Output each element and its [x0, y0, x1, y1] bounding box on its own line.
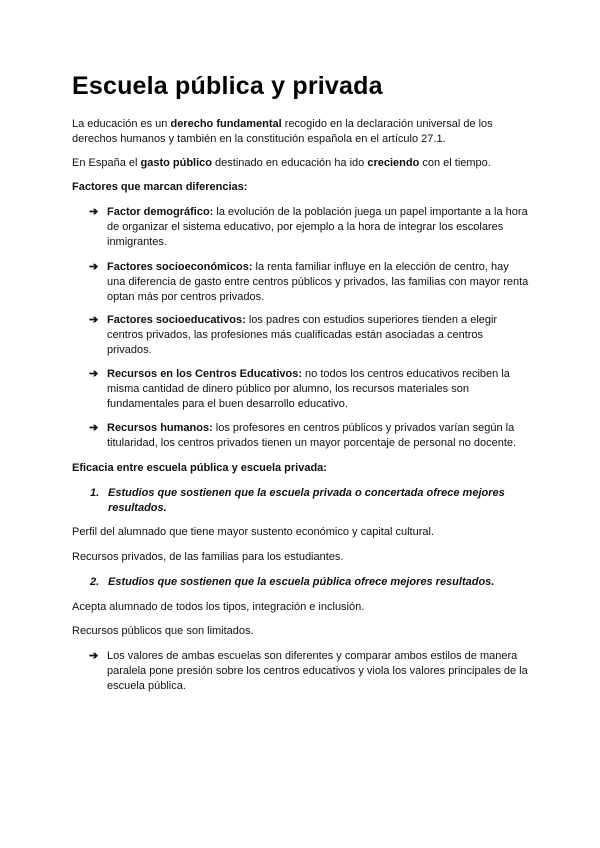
factor-item-resources: ➔ Recursos en los Centros Educativos: no todos los centros educativos reciben la misma cantidad de dinero público por alumno, los recursos materiales son fundamentales para el buen desarrollo educativo. [89, 368, 510, 410]
factor-item-socioeducational: ➔ Factores socioeducativos: los padres con estudios superiores tienden a elegir centros privados, las profesiones más cualificadas están asociadas a centros privados. [89, 314, 498, 356]
arrow-icon: ➔ [89, 314, 99, 326]
study-2-note-1: Acepta alumnado de todos los tipos, integración e inclusión. [72, 601, 365, 613]
intro-paragraph-1: La educación es un derecho fundamental recogido en la declaración universal de los derechos humanos y también en la constitución española en el artículo 27.1. [72, 118, 493, 145]
arrow-icon: ➔ [89, 206, 99, 218]
factor-item-human-resources: ➔ Recursos humanos: los profesores en centros públicos y privados varían según la titularidad, los centros privados tienen un mayor porcentaje de personal no docente. [89, 422, 517, 449]
intro-paragraph-2: En España el gasto público destinado en educación ha ido creciendo con el tiempo. [72, 157, 491, 169]
study-item-2: 2. Estudios que sostienen que la escuela pública ofrece mejores resultados. [90, 576, 495, 588]
study-1-note-2: Recursos privados, de las familias para los estudiantes. [72, 551, 344, 563]
factor-item-socioeconomic: ➔ Factores socioeconómicos: la renta familiar influye en la elección de centro, hay una diferencia de gasto entre centros públicos y privados, las familias con mayor renta optan más por centros privados. [89, 261, 529, 303]
study-2-note-2: Recursos públicos que son limitados. [72, 625, 254, 637]
study-item-1: 1. Estudios que sostienen que la escuela privada o concertada ofrece mejores resultados. [90, 487, 505, 514]
factors-heading: Factores que marcan diferencias: [72, 181, 248, 193]
conclusion-bullet: ➔ Los valores de ambas escuelas son diferentes y comparar ambos estilos de manera paralela pone presión sobre los centros educativos y viola los valores principales de la escuela pública. [89, 650, 528, 692]
arrow-icon: ➔ [89, 650, 99, 662]
study-1-note-1: Perfil del alumnado que tiene mayor sustento económico y capital cultural. [72, 526, 434, 538]
arrow-icon: ➔ [89, 368, 99, 380]
page-title: Escuela pública y privada [72, 72, 383, 100]
factor-item-demographic: ➔ Factor demográfico: la evolución de la población juega un papel importante a la hora de organizar el sistema educativo, por ejemplo a la hora de integrar los escolares inmigrantes. [89, 206, 528, 248]
arrow-icon: ➔ [89, 261, 99, 273]
efficacy-heading: Eficacia entre escuela pública y escuela privada: [72, 462, 327, 474]
arrow-icon: ➔ [89, 422, 99, 434]
